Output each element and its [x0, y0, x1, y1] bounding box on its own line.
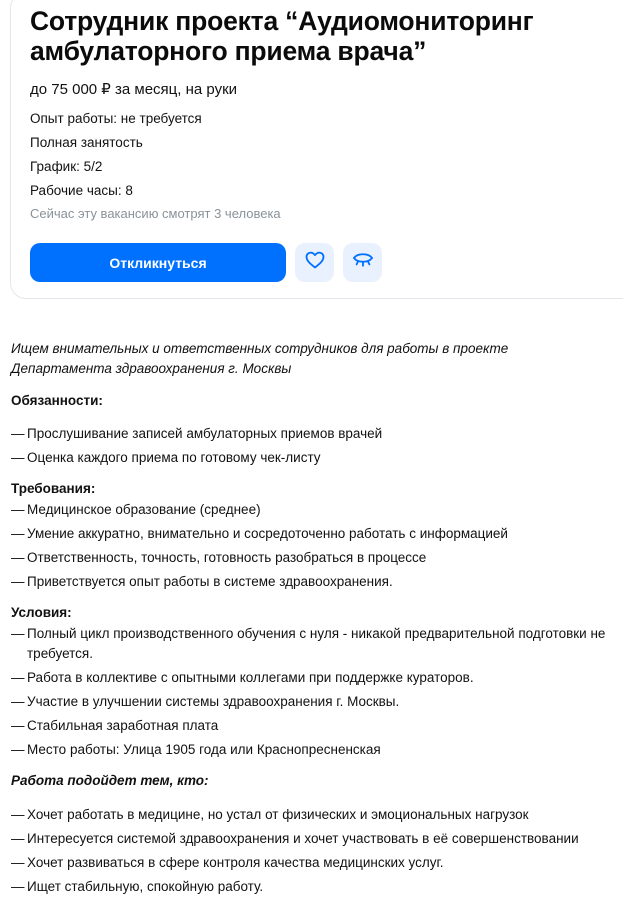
conditions-list: [11, 624, 623, 764]
list-item: — Умение аккуратно, внимательно и сосредоточенно работать с информацией: [11, 524, 623, 544]
list-item: — Стабильная заработная плата: [11, 716, 623, 736]
suitable-heading: Работа подойдет тем, кто:: [11, 773, 209, 788]
vacancy-title: Сотрудник проекта “Аудиомониторинг амбулаторного приема врача”: [30, 6, 534, 66]
conditions-heading: Условия:: [11, 605, 72, 620]
list-item: — Медицинское образование (среднее): [11, 500, 623, 520]
list-item: — Полный цикл производственного обучения с нуля - никакой предварительной подготовки не требуется.: [11, 624, 623, 664]
list-item: — Ищет стабильную, спокойную работу.: [11, 877, 623, 897]
vacancy-intro: Ищем внимательных и ответственных сотрудников для работы в проекте Департамента здравоохранения г. Москвы: [11, 341, 509, 376]
list-item: — Оценка каждого приема по готовому чек-листу: [11, 448, 623, 468]
viewers-count: Сейчас эту вакансию смотрят 3 человека: [30, 206, 281, 221]
duties-heading: Обязанности:: [11, 393, 103, 408]
heart-icon: [305, 251, 325, 274]
requirements-list: [11, 500, 623, 596]
requirements-heading: Требования:: [11, 481, 96, 496]
schedule: График: 5/2: [30, 159, 103, 174]
list-item: — Хочет развиваться в сфере контроля качества медицинских услуг.: [11, 853, 623, 873]
list-item: — Место работы: Улица 1905 года или Краснопресненская: [11, 740, 623, 760]
duties-list: [11, 424, 623, 472]
apply-button[interactable]: Откликнуться: [30, 243, 286, 282]
list-item: — Участие в улучшении системы здравоохранения г. Москвы.: [11, 692, 623, 712]
list-item: — Хочет работать в медицине, но устал от физических и эмоциональных нагрузок: [11, 805, 623, 825]
list-item: — Ответственность, точность, готовность разобраться в процессе: [11, 548, 623, 568]
suitable-list: [11, 805, 623, 901]
eye-closed-icon: [352, 252, 374, 273]
favorite-button[interactable]: [295, 243, 334, 282]
employment: Полная занятость: [30, 135, 143, 150]
list-item: — Работа в коллективе с опытными коллегами при поддержке кураторов.: [11, 668, 623, 688]
salary: до 75 000 ₽ за месяц, на руки: [30, 81, 238, 98]
list-item: — Прослушивание записей амбулаторных приемов врачей: [11, 424, 623, 444]
working-hours: Рабочие часы: 8: [30, 183, 133, 198]
experience: Опыт работы: не требуется: [30, 111, 202, 126]
hide-vacancy-button[interactable]: [343, 243, 382, 282]
list-item: — Приветствуется опыт работы в системе здравоохранения.: [11, 572, 623, 592]
list-item: — Интересуется системой здравоохранения и хочет участвовать в её совершенствовании: [11, 829, 623, 849]
